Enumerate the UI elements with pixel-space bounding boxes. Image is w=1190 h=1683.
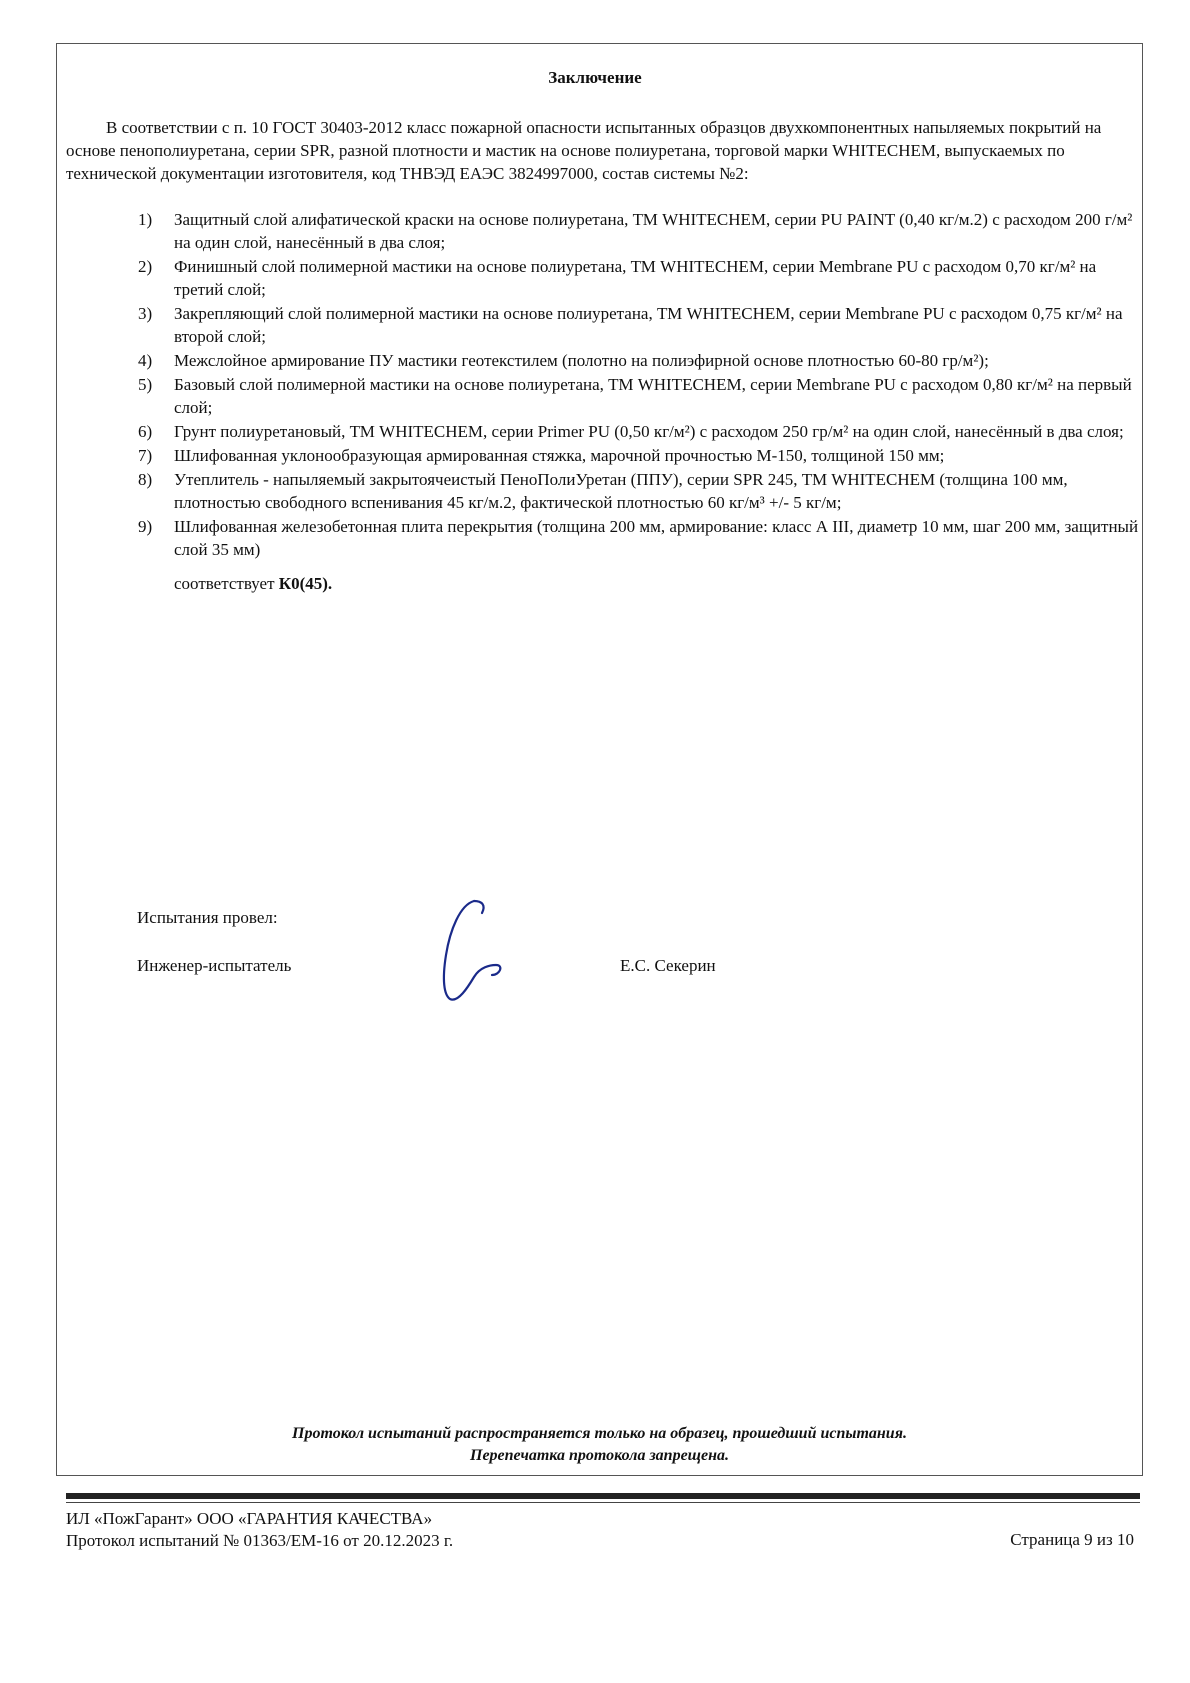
footer-organization: ИЛ «ПожГарант» ООО «ГАРАНТИЯ КАЧЕСТВА» bbox=[66, 1509, 433, 1528]
list-item: 5) Базовый слой полимерной мастики на основе полиуретана, ТМ WHITECHEM, серии Membrane PU с расходом 0,80 кг/м² на первый слой; bbox=[138, 375, 1132, 417]
footer-protocol-number: Протокол испытаний № 01363/ЕМ-16 от 20.12.2023 г. bbox=[66, 1531, 454, 1550]
list-item: 3) Закрепляющий слой полимерной мастики на основе полиуретана, ТМ WHITECHEM, серии Membrane PU с расходом 0,75 кг/м² на второй слой; bbox=[138, 304, 1123, 346]
list-item: 4) Межслойное армирование ПУ мастики геотекстилем (полотно на полиэфирной основе плотностью 60-80 гр/м²); bbox=[138, 351, 989, 370]
notice-line-2: Перепечатка протокола запрещена. bbox=[470, 1447, 729, 1464]
footer-divider-thin bbox=[66, 1502, 1140, 1503]
fire-class-value: К0(45). bbox=[278, 574, 333, 593]
notice-line-1: Протокол испытаний распространяется только на образец, прошедший испытания. bbox=[292, 1425, 907, 1442]
list-item: 7) Шлифованная уклонообразующая армированная стяжка, марочной прочностью М-150, толщиной 150 мм; bbox=[138, 446, 945, 465]
list-item: 1) Защитный слой алифатической краски на основе полиуретана, ТМ WHITECHEM, серии PU PAINT (0,40 кг/м.2) с расходом 200 г/м² на один слой, нанесённый в два слоя; bbox=[138, 210, 1133, 252]
handwritten-signature bbox=[430, 895, 510, 1005]
page-title: Заключение bbox=[548, 68, 642, 87]
page-number: Страница 9 из 10 bbox=[1010, 1530, 1134, 1549]
conclusion-line bbox=[174, 574, 332, 594]
footer-info bbox=[66, 1508, 453, 1552]
footer-divider-thick bbox=[66, 1493, 1140, 1499]
system-layers-list bbox=[66, 208, 1148, 562]
list-item: 9) Шлифованная железобетонная плита перекрытия (толщина 200 мм, армирование: класс А III, диаметр 10 мм, шаг 200 мм, защитный слой 35 мм) bbox=[138, 517, 1139, 559]
protocol-notice bbox=[56, 1423, 1143, 1467]
signatory-role: Инженер-испытатель bbox=[137, 956, 292, 975]
list-item: 2) Финишный слой полимерной мастики на основе полиуретана, ТМ WHITECHEM, серии Membrane PU с расходом 0,70 кг/м² на третий слой; bbox=[138, 257, 1097, 299]
signature-label: Испытания провел: bbox=[137, 908, 278, 927]
signatory-name: Е.С. Секерин bbox=[620, 956, 716, 975]
intro-paragraph: В соответствии с п. 10 ГОСТ 30403-2012 класс пожарной опасности испытанных образцов двухкомпонентных напыляемых покрытий на основе пенополиуретана, серии SPR, разной плотности и мастик на основе полиуретана, торговой марки WHITECHEM, выпускаемых по технической документации изготовителя, код ТНВЭД ЕАЭС 3824997000, состав системы №2: bbox=[66, 118, 1102, 183]
list-item: 6) Грунт полиуретановый, ТМ WHITECHEM, серии Primer PU (0,50 кг/м²) с расходом 250 гр/м² на один слой, нанесённый в два слоя; bbox=[138, 422, 1124, 441]
list-item: 8) Утеплитель - напыляемый закрытоячеистый ПеноПолиУретан (ППУ), серии SPR 245, ТМ WHITECHEM (толщина 100 мм, плотностью свободного вспенивания 45 кг/м.2, фактической плотностью 60 кг/м³ +/- 5 кг/м; bbox=[138, 470, 1068, 512]
conclusion-prefix: соответствует bbox=[174, 574, 279, 593]
